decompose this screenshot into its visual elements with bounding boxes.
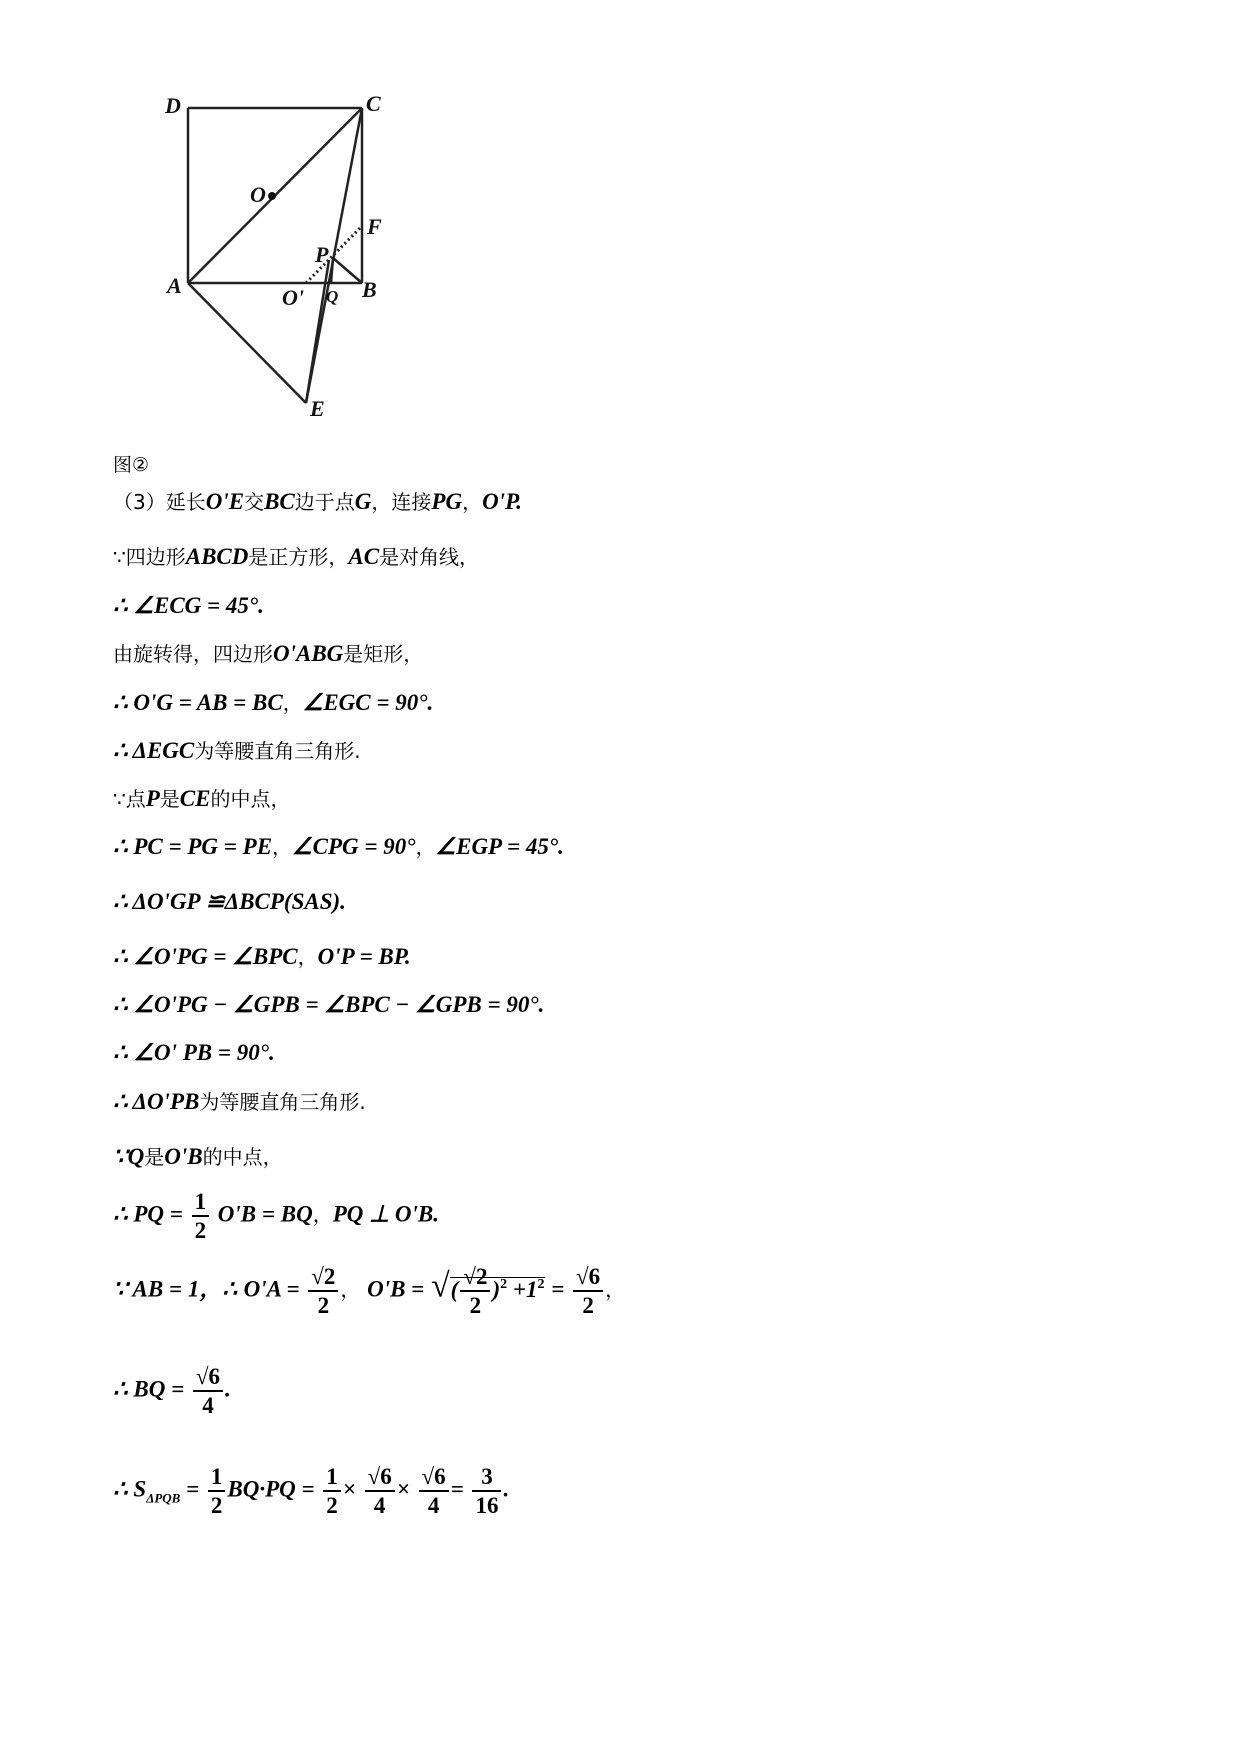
denominator: 16 [475, 1493, 499, 1518]
label-a: A [167, 273, 182, 298]
line-11 [113, 993, 544, 1016]
text: 是对角线， [379, 545, 480, 569]
text: ∵四边形 [113, 545, 186, 569]
math: CE [179, 786, 211, 811]
line-17 [113, 1365, 231, 1417]
point-o [268, 192, 276, 200]
text: ， [605, 1277, 626, 1302]
line-4 [113, 642, 423, 665]
fraction [323, 1465, 341, 1517]
math: O'A = [243, 1276, 300, 1302]
math: ∴ PQ = [113, 1201, 183, 1227]
math: . [503, 1476, 510, 1502]
label-f: F [367, 214, 382, 239]
radicand [450, 1264, 546, 1318]
exponent: 2 [500, 1276, 508, 1292]
math: ∵ [113, 1144, 128, 1169]
text: （3）延长 [113, 490, 206, 514]
math: AC [348, 544, 380, 569]
math: O'B [164, 1144, 203, 1169]
text: 交 [244, 490, 265, 514]
denominator: 2 [210, 1493, 223, 1518]
math: ABCD [185, 544, 249, 569]
numerator: 1 [323, 1465, 341, 1492]
label-e: E [310, 396, 325, 421]
segment-pb [333, 258, 362, 283]
math: PQ ⊥ O'B [332, 1201, 434, 1227]
math: ∴ ∠ECG = 45° [113, 593, 259, 618]
label-p: P [315, 242, 329, 267]
math: ∴ PC = PG = PE [113, 834, 273, 859]
math: . [516, 489, 522, 514]
line-7 [113, 787, 290, 810]
line-14 [113, 1145, 283, 1168]
text: 是 [159, 787, 180, 811]
numerator: √6 [193, 1365, 223, 1392]
numerator: 1 [208, 1465, 226, 1492]
numerator: √6 [419, 1465, 449, 1492]
math: = [180, 1476, 200, 1502]
line-16 [113, 1265, 625, 1317]
math: = [545, 1276, 565, 1302]
paren: ( [450, 1276, 459, 1302]
fraction [193, 1365, 223, 1417]
text: ，连接 [371, 490, 432, 514]
numerator: 3 [472, 1465, 501, 1492]
math: O'P [482, 489, 517, 514]
radical-sign: √ [430, 1267, 450, 1305]
math: ∠EGP = 45° [435, 834, 559, 859]
math: . [558, 834, 564, 859]
square-root [431, 1265, 546, 1317]
label-q: Q [326, 287, 339, 306]
math: ∴ ∠O'PG − ∠GPB = ∠BPC − ∠GPB = 90°. [113, 992, 545, 1017]
math: BQ·PQ = [227, 1476, 315, 1502]
line-18 [113, 1465, 509, 1517]
math: ∴ ΔEGC [113, 738, 195, 763]
denominator: 4 [373, 1493, 386, 1518]
text: 为等腰直角三角形. [194, 739, 361, 763]
text: 是 [144, 1145, 165, 1169]
text: ， [415, 835, 436, 859]
line-3 [113, 594, 264, 617]
text: 的中点， [202, 1145, 283, 1169]
line-9 [113, 890, 346, 913]
math: ，∴ [199, 1276, 237, 1302]
segment-qe [306, 260, 329, 403]
numerator: √2 [308, 1265, 338, 1292]
math: BC [264, 489, 295, 514]
segment-pq [331, 258, 333, 283]
numerator: √6 [573, 1265, 603, 1292]
math: . [427, 690, 434, 715]
line-6 [113, 739, 361, 762]
text: 是正方形， [248, 545, 349, 569]
math: ∴ O'G = AB = BC [113, 690, 283, 715]
fraction [419, 1465, 449, 1517]
math: = [450, 1476, 464, 1502]
math: O'ABG [273, 641, 344, 666]
math: . [433, 1201, 439, 1227]
numerator: √2 [460, 1265, 490, 1292]
math: PG [431, 489, 463, 514]
label-d: D [165, 93, 181, 118]
text: 是矩形， [343, 642, 424, 666]
text: ， [462, 490, 483, 514]
text: ， [312, 1202, 333, 1227]
math: . [258, 593, 264, 618]
fraction [308, 1265, 338, 1317]
fraction [472, 1465, 501, 1517]
line-2 [113, 545, 479, 568]
line-1 [113, 490, 522, 513]
math: +1 [507, 1276, 538, 1302]
denominator: 2 [469, 1293, 482, 1318]
label-o: O [250, 182, 266, 207]
denominator: 2 [326, 1493, 338, 1518]
denominator: 2 [582, 1293, 594, 1318]
line-5 [113, 691, 433, 714]
line-10 [113, 945, 411, 968]
math: . [225, 1376, 231, 1402]
label-c: C [366, 91, 381, 116]
figure-caption: 图② [113, 454, 150, 476]
text: ， [340, 1277, 361, 1302]
text: ， [297, 945, 318, 969]
math: ∴ ΔO'GP ≌ΔBCP(SAS). [113, 889, 346, 914]
text: ∵点 [113, 787, 146, 811]
text: 边于点 [294, 490, 355, 514]
geometry-figure [0, 0, 1241, 440]
text: 的中点， [210, 787, 291, 811]
math: P [145, 786, 160, 811]
numerator: √6 [365, 1465, 395, 1492]
math: O'B = BQ [217, 1201, 313, 1227]
line-15 [113, 1190, 439, 1242]
fraction [460, 1265, 490, 1317]
denominator: 4 [202, 1393, 214, 1418]
math: ∵ AB = 1 [113, 1276, 200, 1302]
denominator: 2 [194, 1218, 207, 1243]
math: O'B = [367, 1276, 425, 1302]
math: × [396, 1476, 410, 1502]
math: ∴ BQ = [113, 1376, 185, 1402]
fraction [365, 1465, 395, 1517]
fraction [208, 1465, 226, 1517]
exponent: 2 [537, 1276, 545, 1292]
line-8 [113, 835, 564, 858]
text: 为等腰直角三角形. [199, 1090, 366, 1114]
fraction [192, 1190, 210, 1242]
math: Q [127, 1144, 145, 1169]
math: ∴ ∠O'PG = ∠BPC [113, 944, 298, 969]
fraction [573, 1265, 603, 1317]
line-12 [113, 1041, 275, 1064]
math: O'P = BP [317, 944, 405, 969]
math: O'E [205, 489, 245, 514]
paren: ) [492, 1276, 501, 1302]
math: ∠CPG = 90° [292, 834, 416, 859]
line-13 [113, 1090, 366, 1113]
numerator: 1 [192, 1190, 210, 1217]
math: ∴ ΔO'PB [113, 1089, 200, 1114]
math: × [342, 1476, 356, 1502]
math: ∠EGC = 90° [302, 690, 428, 715]
text: ， [272, 835, 293, 859]
subscript: ΔPQB [146, 1490, 181, 1506]
denominator: 4 [427, 1493, 440, 1518]
math: G [354, 489, 372, 514]
math: ∴ ∠O' PB = 90°. [113, 1040, 275, 1065]
math: . [404, 944, 411, 969]
text: 由旋转得，四边形 [113, 642, 273, 666]
math: ∴ S [113, 1476, 147, 1502]
denominator: 2 [317, 1293, 330, 1318]
label-b: B [362, 277, 377, 302]
label-o-prime: O' [282, 285, 304, 310]
text: ， [282, 691, 303, 715]
